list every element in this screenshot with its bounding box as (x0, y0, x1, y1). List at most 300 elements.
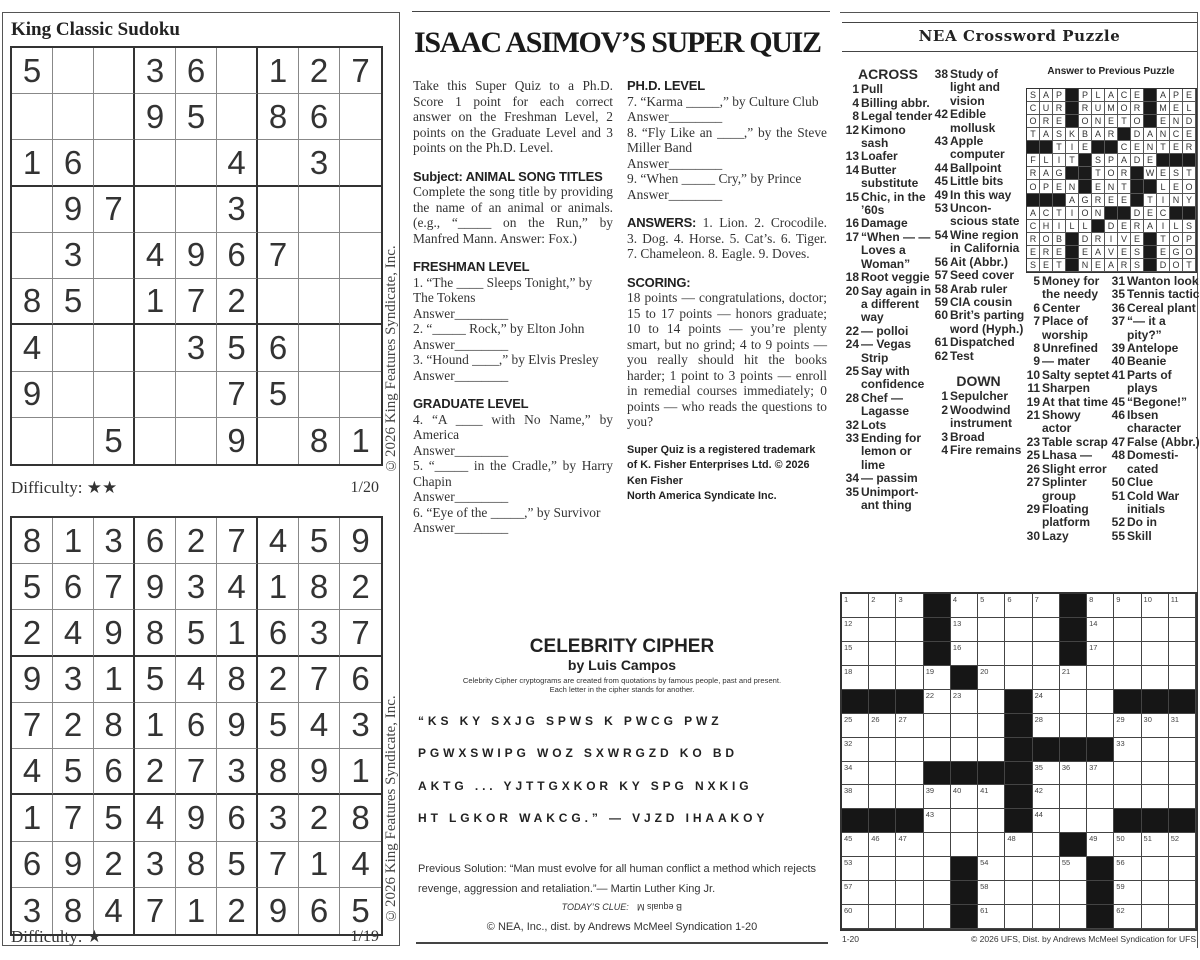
crossword-cell[interactable] (1169, 594, 1196, 618)
crossword-cell[interactable] (1142, 762, 1169, 786)
answer-letter: S (1131, 246, 1144, 259)
crossword-cell[interactable] (978, 666, 1005, 690)
sudoku-cell[interactable] (94, 325, 135, 371)
answers-block (627, 215, 827, 262)
black-square (1027, 194, 1040, 207)
sudoku-cell[interactable] (94, 48, 135, 94)
crossword-cell[interactable] (1087, 714, 1114, 738)
crossword-cell[interactable] (1087, 785, 1114, 809)
crossword-cell[interactable] (1033, 833, 1060, 857)
crossword-cell[interactable] (896, 714, 923, 738)
sudoku-cell[interactable] (217, 48, 258, 94)
crossword-cell[interactable] (1142, 618, 1169, 642)
answer-blank[interactable]: Answer________ (627, 186, 723, 202)
sudoku-cell: 8 (12, 279, 53, 325)
answer-letter: E (1183, 128, 1196, 141)
clue-number: 50 (1111, 475, 1125, 490)
crossword-cell[interactable] (1033, 714, 1060, 738)
clue-number: 4 (941, 442, 948, 457)
crossword-cell[interactable] (1060, 762, 1087, 786)
crossword-cell[interactable] (1169, 833, 1196, 857)
crossword-cell[interactable] (1169, 905, 1196, 929)
answer-letter: N (1170, 194, 1183, 207)
crossword-cell[interactable] (896, 642, 923, 666)
sudoku-cell[interactable] (340, 140, 381, 186)
sudoku-cell[interactable] (258, 187, 299, 233)
black-square (896, 809, 923, 833)
crossword-cell[interactable] (978, 833, 1005, 857)
crossword-cell[interactable] (1005, 905, 1032, 929)
crossword-cell[interactable] (1033, 809, 1060, 833)
crossword-cell[interactable] (951, 618, 978, 642)
answer-letter: C (1170, 128, 1183, 141)
crossword-cell[interactable] (978, 594, 1005, 618)
clue-number: 16 (845, 216, 859, 231)
crossword-cell[interactable] (896, 738, 923, 762)
sudoku-cell[interactable] (340, 279, 381, 325)
clue-item (1108, 302, 1200, 315)
crossword-cell[interactable] (1033, 785, 1060, 809)
sudoku-cell[interactable] (340, 325, 381, 371)
sudoku-credit: ©2026 King Features Syndicate, Inc. (383, 245, 399, 473)
sudoku-cell[interactable] (217, 94, 258, 140)
sudoku-cell: 8 (135, 610, 176, 656)
sudoku-cell[interactable] (12, 418, 53, 464)
clue-text: Kimono sash (861, 122, 906, 151)
crossword-cell[interactable] (1142, 666, 1169, 690)
crossword-cell[interactable] (924, 857, 951, 881)
crossword-cell[interactable] (869, 833, 896, 857)
crossword-cell[interactable] (869, 618, 896, 642)
crossword-cell[interactable] (1169, 762, 1196, 786)
crossword-cell[interactable] (924, 809, 951, 833)
crossword-cell[interactable] (1114, 785, 1141, 809)
answer-blank[interactable]: Answer________ (413, 305, 509, 321)
crossword-cell[interactable] (1005, 857, 1032, 881)
clue-item (842, 472, 934, 485)
black-square (842, 690, 869, 714)
sudoku-cell[interactable] (176, 140, 217, 186)
black-square (1144, 259, 1157, 272)
crossword-cell[interactable] (896, 762, 923, 786)
crossword-cell[interactable] (951, 690, 978, 714)
crossword-cell[interactable] (1087, 762, 1114, 786)
crossword-cell[interactable] (1033, 881, 1060, 905)
sudoku-cell[interactable] (135, 187, 176, 233)
crossword-cell[interactable] (1169, 642, 1196, 666)
black-square (1005, 809, 1032, 833)
sudoku-cell: 7 (94, 187, 135, 233)
black-square (1087, 857, 1114, 881)
crossword-cell[interactable] (1169, 666, 1196, 690)
crossword-cell[interactable] (1114, 714, 1141, 738)
clue-number: 25 (845, 363, 859, 378)
sudoku-cell[interactable] (340, 94, 381, 140)
question: 6. “Eye of the _____,” by Survivor (413, 504, 601, 520)
clue-item (1108, 476, 1200, 489)
scoring-heading: SCORING: (627, 274, 691, 290)
crossword-cell[interactable] (1033, 618, 1060, 642)
crossword-cell[interactable] (869, 762, 896, 786)
crossword-cell[interactable] (951, 833, 978, 857)
crossword-cell[interactable] (869, 881, 896, 905)
sudoku-cell[interactable] (53, 325, 94, 371)
question: 8. “Fly Like an ____,” by the Steve Miller Band (627, 124, 827, 155)
clue-number: 45 (844, 834, 853, 844)
crossword-cell[interactable] (1169, 785, 1196, 809)
sudoku-cell[interactable] (53, 372, 94, 418)
crossword-cell[interactable] (951, 714, 978, 738)
crossword-cell[interactable] (896, 905, 923, 929)
sudoku-cell[interactable] (340, 187, 381, 233)
sudoku-cell[interactable] (299, 279, 340, 325)
crossword-cell[interactable] (1114, 618, 1141, 642)
answer-letter: G (1170, 246, 1183, 259)
question: 5. “_____ in the Cradle,” by Harry Chapin (413, 458, 613, 489)
sudoku-cell[interactable] (12, 94, 53, 140)
crossword-cell[interactable] (1060, 809, 1087, 833)
crossword-cell[interactable] (978, 738, 1005, 762)
answer-letter: F (1027, 154, 1040, 167)
answer-letter: P (1053, 89, 1066, 102)
crossword-cell[interactable] (1033, 905, 1060, 929)
crossword-cell[interactable] (978, 857, 1005, 881)
clue-text: Floating platform (1042, 501, 1090, 530)
sudoku-cell[interactable] (94, 233, 135, 279)
crossword-cell[interactable] (1142, 738, 1169, 762)
answer-letter: N (1144, 141, 1157, 154)
crossword-cell[interactable] (1114, 666, 1141, 690)
answer-letter: T (1157, 141, 1170, 154)
crossword-cell[interactable] (978, 642, 1005, 666)
clue-number: 8 (852, 109, 859, 124)
sudoku-credit: ©2026 King Features Syndicate, Inc. (383, 695, 399, 923)
answer-blank[interactable]: Answer________ (413, 367, 509, 383)
crossword-cell[interactable] (1169, 738, 1196, 762)
sudoku-cell[interactable] (340, 233, 381, 279)
question: 3. “Hound ____,” by Elvis Presley (413, 352, 599, 367)
crossword-cell[interactable] (896, 857, 923, 881)
crossword-cell[interactable] (1087, 666, 1114, 690)
answer-letter: A (1144, 128, 1157, 141)
crossword-cell[interactable] (1060, 714, 1087, 738)
clue-text: Showy actor (1042, 408, 1081, 436)
clue-text: Slight error (1042, 461, 1107, 476)
crossword-cell[interactable] (924, 666, 951, 690)
clue-number: 49 (934, 187, 948, 202)
sudoku-cell[interactable] (135, 325, 176, 371)
crossword-cell[interactable] (1087, 809, 1114, 833)
crossword-cell[interactable] (1169, 618, 1196, 642)
sudoku-cell: 5 (217, 325, 258, 371)
crossword-cell[interactable] (1142, 905, 1169, 929)
crossword-cell[interactable] (978, 881, 1005, 905)
sudoku-cell[interactable] (53, 94, 94, 140)
difficulty-rating: Difficulty: ★★ (11, 478, 118, 497)
clue-text: Unrefined (1042, 341, 1099, 356)
crossword-cell[interactable] (1142, 714, 1169, 738)
crossword-cell[interactable] (1114, 857, 1141, 881)
clue-text: Lazy (1042, 528, 1069, 543)
sudoku-cell[interactable] (135, 372, 176, 418)
crossword-cell[interactable] (1087, 642, 1114, 666)
crossword-cell[interactable] (1142, 594, 1169, 618)
answer-letter: A (1040, 89, 1053, 102)
answer-letter: O (1027, 115, 1040, 128)
crossword-cell[interactable] (1142, 833, 1169, 857)
crossword-cell[interactable] (1033, 594, 1060, 618)
crossword-cell[interactable] (1142, 642, 1169, 666)
sudoku-cell[interactable] (53, 48, 94, 94)
crossword-cell[interactable] (869, 642, 896, 666)
crossword-cell[interactable] (1005, 618, 1032, 642)
crossword-cell[interactable] (1060, 905, 1087, 929)
crossword-cell[interactable] (951, 809, 978, 833)
answer-letter: D (1131, 128, 1144, 141)
crossword-cell[interactable] (1114, 833, 1141, 857)
crossword-cell[interactable] (1114, 762, 1141, 786)
sudoku-cell[interactable] (176, 187, 217, 233)
crossword-cell[interactable] (1114, 642, 1141, 666)
crossword-cell[interactable] (1142, 881, 1169, 905)
clue-item (1108, 409, 1200, 436)
sudoku-cell[interactable] (94, 94, 135, 140)
crossword-cell[interactable] (842, 642, 869, 666)
black-square (1092, 141, 1105, 154)
crossword-cell[interactable] (869, 857, 896, 881)
black-square (1114, 690, 1141, 714)
crossword-cell[interactable] (842, 714, 869, 738)
crossword-cell[interactable] (1114, 594, 1141, 618)
sudoku-cell[interactable] (176, 418, 217, 464)
crossword-cell[interactable] (896, 881, 923, 905)
answer-letter: O (1170, 259, 1183, 272)
crossword-cell[interactable] (869, 738, 896, 762)
crossword-cell[interactable] (869, 666, 896, 690)
sudoku-grid-puzzle[interactable] (10, 46, 383, 466)
crossword-cell[interactable] (1169, 857, 1196, 881)
crossword-cell[interactable] (1033, 666, 1060, 690)
crossword-cell[interactable] (1033, 857, 1060, 881)
crossword-cell[interactable] (951, 594, 978, 618)
crossword-cell[interactable] (842, 594, 869, 618)
crossword-cell[interactable] (842, 762, 869, 786)
clue-number: 39 (925, 786, 935, 796)
crossword-cell[interactable] (1005, 833, 1032, 857)
sudoku-cell[interactable] (176, 372, 217, 418)
sudoku-cell: 7 (217, 518, 258, 564)
crossword-cell[interactable] (1114, 881, 1141, 905)
crossword-cell[interactable] (1033, 690, 1060, 714)
clue-text: — passim (861, 471, 918, 486)
sudoku-cell[interactable] (135, 140, 176, 186)
sudoku-cell[interactable] (94, 372, 135, 418)
sudoku-cell[interactable] (299, 325, 340, 371)
answer-letter: P (1040, 180, 1053, 193)
crossword-cell[interactable] (842, 785, 869, 809)
crossword-cell[interactable] (869, 905, 896, 929)
answer-blank[interactable]: Answer________ (627, 155, 723, 171)
crossword-cell[interactable] (951, 785, 978, 809)
clue-number: 15 (845, 189, 859, 204)
crossword-cell[interactable] (1087, 690, 1114, 714)
clue-item (931, 202, 1026, 229)
answers-heading: ANSWERS: (627, 215, 697, 230)
sudoku-cell[interactable] (258, 140, 299, 186)
sudoku-cell[interactable] (258, 279, 299, 325)
question: 1. “The ____ Sleeps Tonight,” by The Tokens (413, 274, 593, 305)
crossword-cell[interactable] (1005, 881, 1032, 905)
crossword-cell[interactable] (1087, 833, 1114, 857)
crossword-cell[interactable] (1169, 714, 1196, 738)
sudoku-cell[interactable] (299, 187, 340, 233)
answer-blank[interactable]: Answer________ (413, 520, 509, 535)
crossword-cell[interactable] (1060, 857, 1087, 881)
crossword-cell[interactable] (896, 618, 923, 642)
crossword-cell[interactable] (896, 833, 923, 857)
black-square (842, 809, 869, 833)
sudoku-cell: 7 (176, 279, 217, 325)
crossword-cell[interactable] (869, 594, 896, 618)
crossword-cell[interactable] (924, 714, 951, 738)
clue-number: 7 (1033, 314, 1040, 329)
crossword-cell[interactable] (1060, 785, 1087, 809)
clue-text: Edible mollusk (950, 107, 996, 135)
answer-blank[interactable]: Answer________ (413, 442, 509, 458)
crossword-cell[interactable] (842, 857, 869, 881)
sudoku-cell[interactable] (94, 279, 135, 325)
sudoku-cell[interactable] (53, 418, 94, 464)
crossword-grid[interactable] (840, 592, 1198, 931)
clue-item (842, 432, 934, 472)
crossword-cell[interactable] (1114, 738, 1141, 762)
crossword-cell[interactable] (842, 666, 869, 690)
clue-number: 30 (1143, 714, 1152, 724)
cipher-description-line: Each letter in the cipher stands for another. (549, 685, 695, 694)
clue-text: Seed cover (950, 268, 1015, 283)
clue-text: Test (950, 348, 974, 363)
clue-number: 15 (844, 642, 853, 652)
answer-blank[interactable]: Answer________ (627, 109, 723, 124)
crossword-cell[interactable] (978, 714, 1005, 738)
crossword-cell[interactable] (951, 738, 978, 762)
crossword-cell[interactable] (896, 594, 923, 618)
sudoku-cell[interactable] (340, 372, 381, 418)
sudoku-cell[interactable] (135, 418, 176, 464)
answer-letter: B (1053, 233, 1066, 246)
crossword-cell[interactable] (842, 905, 869, 929)
clue-item (931, 175, 1026, 188)
crossword-cell[interactable] (842, 833, 869, 857)
sudoku-cell: 7 (340, 610, 381, 656)
crossword-cell[interactable] (924, 905, 951, 929)
black-square (1131, 167, 1144, 180)
crossword-cell[interactable] (896, 785, 923, 809)
crossword-cell[interactable] (869, 714, 896, 738)
crossword-cell[interactable] (1033, 642, 1060, 666)
crossword-cell[interactable] (1142, 785, 1169, 809)
crossword-cell[interactable] (978, 785, 1005, 809)
crossword-cell[interactable] (1005, 594, 1032, 618)
clue-item (931, 68, 1026, 108)
sudoku-cell: 3 (135, 842, 176, 888)
crossword-cell[interactable] (978, 809, 1005, 833)
crossword-cell[interactable] (978, 690, 1005, 714)
clue-text: CIA cousin (950, 294, 1013, 309)
crossword-cell[interactable] (1060, 666, 1087, 690)
crossword-cell[interactable] (951, 642, 978, 666)
black-square (951, 857, 978, 881)
clue-number: 43 (925, 810, 935, 820)
clue-item (842, 164, 934, 191)
clue-item (842, 325, 934, 338)
crossword-cell[interactable] (1060, 881, 1087, 905)
crossword-cell[interactable] (1060, 690, 1087, 714)
sudoku-cell[interactable] (299, 372, 340, 418)
sudoku-cell: 6 (53, 564, 94, 610)
sudoku-cell[interactable] (94, 140, 135, 186)
crossword-cell[interactable] (924, 881, 951, 905)
crossword-cell[interactable] (978, 905, 1005, 929)
sudoku-cell[interactable] (299, 233, 340, 279)
sudoku-cell: 4 (135, 233, 176, 279)
clue-number: 1 (941, 389, 948, 404)
answer-letter: C (1118, 89, 1131, 102)
answer-letter: N (1079, 259, 1092, 272)
trademark-line: Ken Fisher (627, 474, 683, 487)
crossword-cell[interactable] (924, 833, 951, 857)
puzzle-date: 1/19 (350, 928, 379, 945)
crossword-cell[interactable] (1033, 762, 1060, 786)
crossword-cell[interactable] (1087, 618, 1114, 642)
clue-text: Splinter group (1042, 475, 1087, 503)
clue-text: Table scrap (1042, 434, 1108, 449)
crossword-cell[interactable] (924, 785, 951, 809)
black-square (951, 905, 978, 929)
black-square (1144, 115, 1157, 128)
crossword-cell[interactable] (1005, 666, 1032, 690)
clue-item (842, 338, 934, 365)
crossword-cell[interactable] (1142, 857, 1169, 881)
crossword-cell[interactable] (842, 618, 869, 642)
crossword-cell[interactable] (924, 690, 951, 714)
clue-item (1023, 355, 1111, 368)
crossword-cell[interactable] (1087, 594, 1114, 618)
crossword-cell[interactable] (842, 738, 869, 762)
black-square (1169, 690, 1196, 714)
sudoku-cell[interactable] (12, 233, 53, 279)
answer-letter: O (1079, 115, 1092, 128)
sudoku-cell[interactable] (258, 418, 299, 464)
clue-text: Beanie (1127, 354, 1167, 369)
answer-letter: K (1066, 128, 1079, 141)
crossword-cell[interactable] (1169, 881, 1196, 905)
crossword-cell[interactable] (1005, 642, 1032, 666)
crossword-cell[interactable] (978, 618, 1005, 642)
answer-blank[interactable]: Answer________ (413, 489, 509, 504)
clue-item (1023, 476, 1111, 503)
answer-letter: O (1027, 180, 1040, 193)
crossword-cell[interactable] (842, 881, 869, 905)
question: 7. “Karma _____,” by Culture Club (627, 93, 819, 109)
crossword-cell[interactable] (924, 738, 951, 762)
crossword-cell[interactable] (869, 785, 896, 809)
sudoku-cell: 9 (299, 749, 340, 795)
answer-blank[interactable]: Answer________ (413, 336, 509, 352)
crossword-cell[interactable] (1114, 905, 1141, 929)
crossword-cell[interactable] (896, 666, 923, 690)
sudoku-cell[interactable] (12, 187, 53, 233)
